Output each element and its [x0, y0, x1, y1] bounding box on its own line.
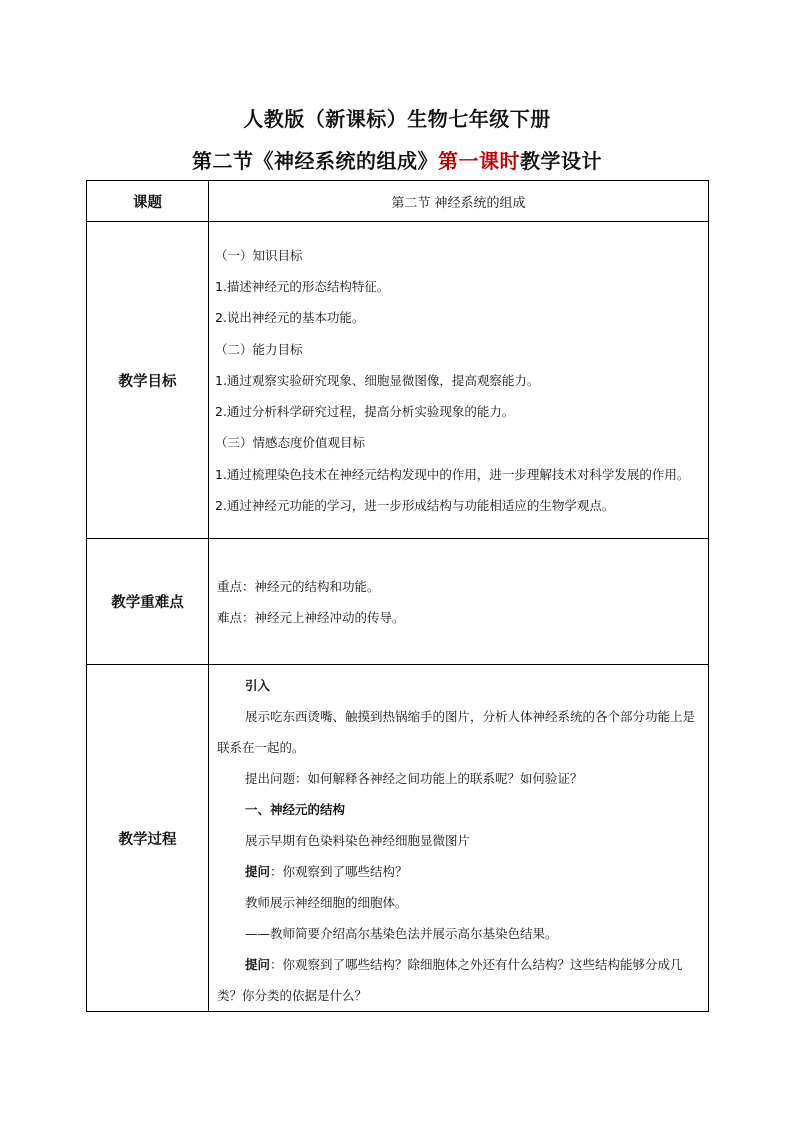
goal-line: （三）情感态度价值观目标	[215, 435, 366, 451]
golgi-text: ——教师简要介绍高尔基染色法并展示高尔基染色结果。	[245, 925, 558, 941]
key-points-cell	[209, 539, 709, 665]
goal-line: 1.通过梳理染色技术在神经元结构发现中的作用，进一步理解技术对科学发展的作用。	[215, 466, 690, 482]
process-cell	[209, 665, 709, 1012]
ask-body: ：你观察到了哪些结构？	[270, 863, 408, 879]
table-row	[87, 181, 709, 222]
subtitle-part-b: 教学设计	[520, 149, 602, 173]
difficult-point: 难点：神经元上神经冲动的传导。	[217, 609, 405, 625]
document-title: 人教版（新课标）生物七年级下册	[243, 107, 551, 131]
table-row	[87, 665, 709, 1012]
goal-line: 2.通过分析科学研究过程，提高分析实验现象的能力。	[215, 404, 515, 420]
teacher-text: 教师展示神经细胞的细胞体。	[245, 894, 408, 910]
key-points-label: 教学重难点	[87, 539, 209, 665]
ask-text	[217, 856, 700, 887]
subtitle-highlight: 第一课时	[438, 149, 520, 173]
goals-label: 教学目标	[87, 222, 209, 539]
topic-value: 第二节 神经系统的组成	[209, 181, 709, 222]
goal-line: 2.通过神经元功能的学习，进一步形成结构与功能相适应的生物学观点。	[215, 498, 615, 514]
show-text: 展示早期有色染料染色神经细胞显微图片	[245, 832, 471, 848]
ask-label: 提问	[245, 863, 271, 879]
process-label: 教学过程	[87, 665, 209, 1012]
ask-label: 提问	[245, 956, 271, 972]
goal-line: 1.通过观察实验研究现象、细胞显微图像，提高观察能力。	[215, 372, 540, 388]
intro-heading: 引入	[245, 677, 271, 693]
question-text: 提出问题：如何解释各神经之间功能上的联系呢？如何验证？	[245, 770, 583, 786]
goal-line: 2.说出神经元的基本功能。	[215, 310, 365, 326]
key-point: 重点：神经元的结构和功能。	[217, 578, 380, 594]
goal-line: （一）知识目标	[215, 247, 303, 263]
table-row	[87, 539, 709, 665]
table-row	[87, 222, 709, 539]
subtitle-part-a: 第二节《神经系统的组成》	[192, 149, 438, 173]
intro-text: 展示吃东西烫嘴、触摸到热锅缩手的图片，分析人体神经系统的各个部分功能上是联系在一起的。	[217, 708, 696, 755]
ask-text	[217, 949, 700, 1011]
ask-body: ：你观察到了哪些结构？除细胞体之外还有什么结构？这些结构能够分成几类？你分类的依据是什么？	[217, 956, 683, 1003]
goal-line: （二）能力目标	[215, 341, 303, 357]
goal-line: 1.描述神经元的形态结构特征。	[215, 278, 390, 294]
goals-cell	[209, 222, 709, 539]
lesson-plan-table	[86, 180, 709, 1012]
section-heading: 一、神经元的结构	[245, 801, 346, 817]
document-subtitle	[0, 145, 794, 174]
topic-label: 课题	[87, 181, 209, 222]
